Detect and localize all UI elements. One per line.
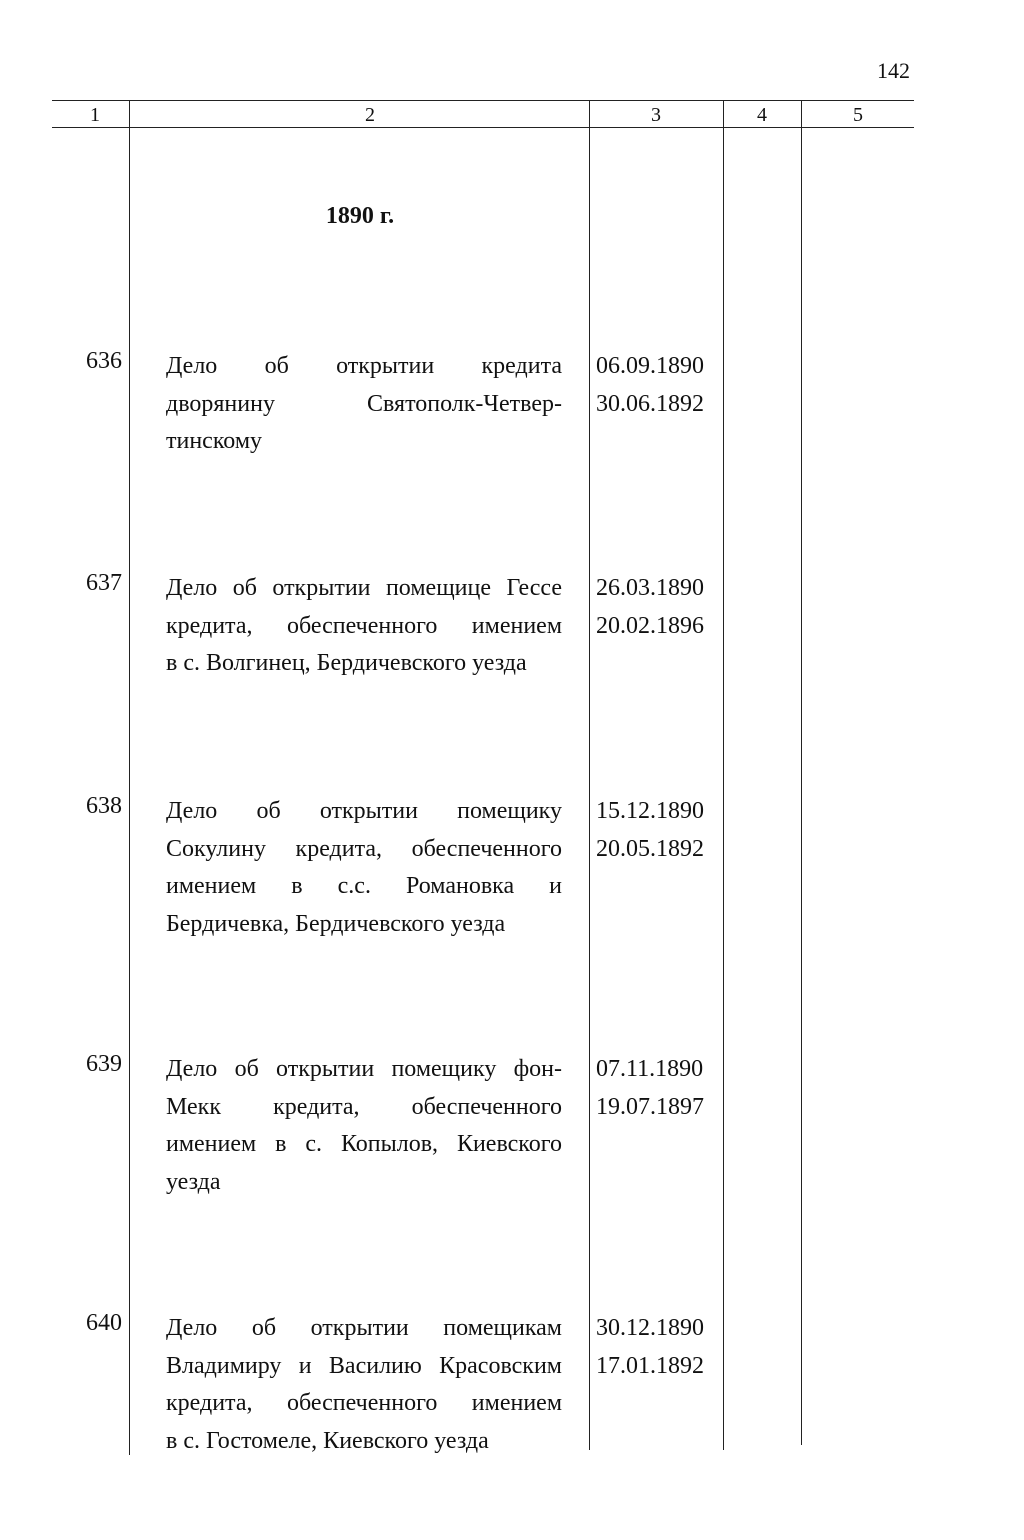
start-date: 26.03.1890 xyxy=(596,575,704,601)
entry-number: 638 xyxy=(86,793,122,819)
entry-number: 637 xyxy=(86,570,122,596)
table-header-rule xyxy=(52,127,914,128)
description-line: в с. Гостомеле, Киевского уезда xyxy=(166,1427,489,1454)
end-date: 20.02.1896 xyxy=(596,612,704,639)
column-header-3: 3 xyxy=(651,104,661,126)
column-divider-4 xyxy=(801,100,802,1445)
end-date: 20.05.1892 xyxy=(596,835,704,862)
description-line: Дело об открытии помещице Гессе xyxy=(166,575,562,601)
entry-dates xyxy=(596,348,720,423)
description-line: Дело об открытии помещикам xyxy=(166,1315,562,1341)
description-line: Сокулину кредита, обеспеченного xyxy=(166,835,562,862)
description-line: дворянину Святополк-Четвер- xyxy=(166,390,562,417)
start-date: 07.11.1890 xyxy=(596,1056,704,1082)
start-date: 30.12.1890 xyxy=(596,1315,704,1341)
description-line: уезда xyxy=(166,1168,221,1195)
column-header-2: 2 xyxy=(365,104,375,126)
description-line: имением в с. Копылов, Киевского xyxy=(166,1131,562,1157)
column-divider-3 xyxy=(723,100,724,1450)
description-line: Бердичевка, Бердичевского уезда xyxy=(166,910,506,937)
entry-dates xyxy=(596,793,720,868)
entry-number: 636 xyxy=(86,348,122,374)
description-line: Дело об открытии кредита xyxy=(166,353,562,379)
entry-dates xyxy=(596,1051,720,1126)
section-year: 1890 г. xyxy=(325,203,395,229)
end-date: 30.06.1892 xyxy=(596,390,704,417)
entry-description xyxy=(166,793,562,943)
end-date: 17.01.1892 xyxy=(596,1352,704,1379)
column-header-4: 4 xyxy=(757,104,767,126)
entry-description xyxy=(166,570,562,683)
start-date: 15.12.1890 xyxy=(596,798,704,824)
table-top-rule xyxy=(52,100,914,101)
entry-description xyxy=(166,1051,562,1201)
entry-number: 639 xyxy=(86,1051,122,1077)
entry-number: 640 xyxy=(86,1310,122,1336)
entry-dates xyxy=(596,1310,720,1385)
description-line: Мекк кредита, обеспеченного xyxy=(166,1093,562,1120)
entry-description xyxy=(166,1310,562,1460)
start-date: 06.09.1890 xyxy=(596,353,704,379)
entry-description xyxy=(166,348,562,461)
description-line: тинскому xyxy=(166,428,262,454)
entry-dates xyxy=(596,570,720,645)
description-line: Дело об открытии помещику xyxy=(166,798,562,824)
end-date: 19.07.1897 xyxy=(596,1093,704,1120)
column-header-1: 1 xyxy=(90,104,100,126)
column-header-5: 5 xyxy=(853,104,863,126)
description-line: имением в с.с. Романовка и xyxy=(166,873,562,899)
column-divider-1 xyxy=(129,100,130,1455)
description-line: в с. Волгинец, Бердичевского уезда xyxy=(166,650,527,676)
description-line: Владимиру и Василию Красовским xyxy=(166,1352,562,1379)
page-number: 142 xyxy=(877,58,910,83)
description-line: Дело об открытии помещику фон- xyxy=(166,1056,562,1082)
description-line: кредита, обеспеченного имением xyxy=(166,1390,562,1416)
description-line: кредита, обеспеченного имением xyxy=(166,612,562,639)
column-divider-2 xyxy=(589,100,590,1450)
